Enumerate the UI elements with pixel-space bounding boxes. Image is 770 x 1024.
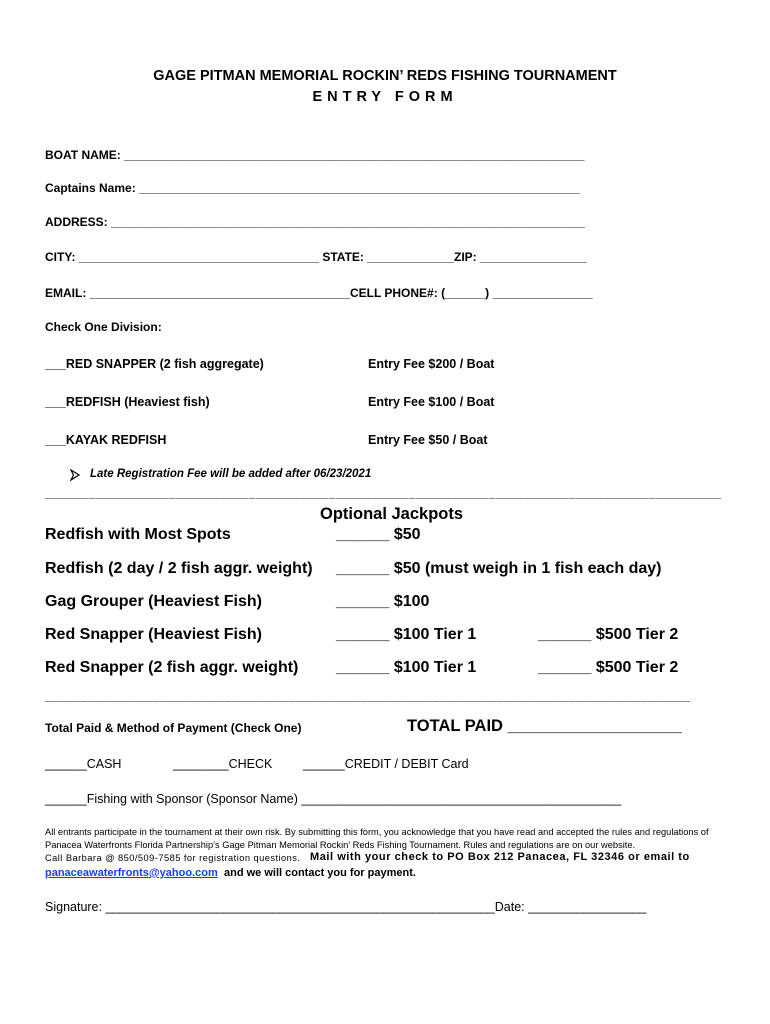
payment-option-check[interactable]: ________CHECK	[173, 757, 273, 771]
jackpot-label-gag-grouper: Gag Grouper (Heaviest Fish)	[45, 593, 262, 610]
signature-date-field[interactable]: Signature: ________________________________________________________Date: _________________	[45, 900, 647, 914]
jackpots-heading: Optional Jackpots	[320, 505, 464, 523]
total-paid-field[interactable]: TOTAL PAID ___________________	[407, 717, 682, 735]
contact-email-link[interactable]: panaceawaterfronts@yahoo.com	[45, 867, 218, 879]
address-field[interactable]: ADDRESS: _______________________________________________________________________	[45, 215, 585, 229]
jackpot-entry-red-snapper-heaviest-tier1[interactable]: ______ $100 Tier 1	[336, 626, 477, 643]
call-info: Call Barbara @ 850/509-7585 for registration questions.	[45, 853, 301, 863]
email-phone-field[interactable]: EMAIL: _______________________________________CELL PHONE#: (______) _______________	[45, 286, 593, 300]
arrowhead-bullet-icon	[69, 469, 81, 483]
jackpot-label-redfish-aggr: Redfish (2 day / 2 fish aggr. weight)	[45, 560, 313, 577]
payment-option-card[interactable]: ______CREDIT / DEBIT Card	[303, 757, 469, 771]
entry-fee-redfish: Entry Fee $100 / Boat	[368, 395, 495, 409]
jackpot-label-most-spots: Redfish with Most Spots	[45, 526, 231, 543]
jackpot-entry-gag-grouper[interactable]: ______ $100	[336, 593, 430, 610]
jackpot-label-red-snapper-heaviest: Red Snapper (Heaviest Fish)	[45, 626, 262, 643]
sponsor-name-field[interactable]: ______Fishing with Sponsor (Sponsor Name) ______________________________________________	[45, 792, 622, 806]
jackpot-entry-red-snapper-aggr-tier2[interactable]: ______ $500 Tier 2	[538, 659, 679, 676]
captains-name-field[interactable]: Captains Name: __________________________________________________________________	[45, 181, 580, 195]
jackpot-entry-red-snapper-aggr-tier1[interactable]: ______ $100 Tier 1	[336, 659, 477, 676]
jackpot-entry-redfish-aggr[interactable]: ______ $50 (must weigh in 1 fish each day)	[336, 560, 662, 577]
separator-line: _____________________________________________________________________________________________	[45, 486, 722, 500]
city-state-zip-field[interactable]: CITY: ____________________________________ STATE: _____________ZIP: ________________	[45, 250, 587, 264]
form-subtitle: ENTRY FORM	[312, 89, 458, 105]
division-option-red-snapper[interactable]: ___RED SNAPPER (2 fish aggregate)	[45, 357, 264, 371]
payment-method-label: Total Paid & Method of Payment (Check One)	[45, 721, 302, 735]
division-option-kayak-redfish[interactable]: ___KAYAK REDFISH	[45, 433, 167, 447]
disclaimer-line: Panacea Waterfronts Florida Partnership’s Gage Pitman Memorial Rockin’ Reds Fishing Tournament. Rules and regulations are on our website.	[45, 840, 636, 850]
contact-payment-note: and we will contact you for payment.	[224, 867, 416, 879]
form-title: GAGE PITMAN MEMORIAL ROCKIN’ REDS FISHING TOURNAMENT	[153, 68, 617, 84]
late-registration-note: Late Registration Fee will be added after 06/23/2021	[90, 468, 372, 480]
boat-name-field[interactable]: BOAT NAME: _____________________________________________________________________	[45, 148, 585, 162]
entry-fee-kayak-redfish: Entry Fee $50 / Boat	[368, 433, 488, 447]
jackpot-label-red-snapper-aggr: Red Snapper (2 fish aggr. weight)	[45, 659, 299, 676]
payment-option-cash[interactable]: ______CASH	[45, 757, 122, 771]
division-option-redfish[interactable]: ___REDFISH (Heaviest fish)	[45, 395, 210, 409]
disclaimer-line: All entrants participate in the tournament at their own risk. By submitting this form, you acknowledge that you have read and accepted the rules and regulations of	[45, 827, 709, 837]
jackpot-entry-most-spots[interactable]: ______ $50	[336, 526, 421, 543]
entry-fee-red-snapper: Entry Fee $200 / Boat	[368, 357, 495, 371]
separator-line: __________________________________________________________________________________________	[45, 689, 691, 703]
division-heading: Check One Division:	[45, 320, 162, 334]
jackpot-entry-red-snapper-heaviest-tier2[interactable]: ______ $500 Tier 2	[538, 626, 679, 643]
mail-info: Mail with your check to PO Box 212 Panacea, FL 32346 or email to	[310, 851, 690, 863]
